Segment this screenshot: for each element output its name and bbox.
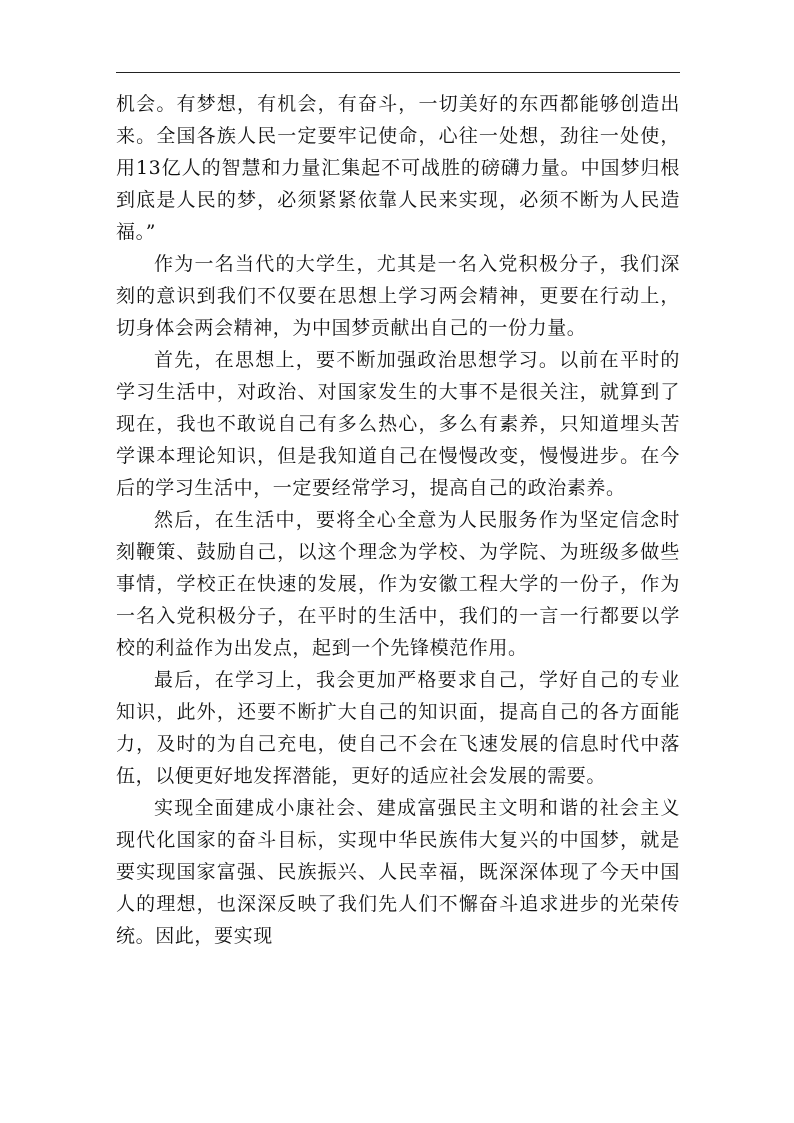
paragraph-finally-study: 最后，在学习上，我会更加严格要求自己，学好自己的专业知识，此外，还要不断扩大自己的知识面，提高自己的各方面能力，及时的为自己充电，使自己不会在飞速发展的信息时代中落伍，以便更好地发挥潜能，更好的适应社会发展的需要。 bbox=[116, 669, 680, 787]
paragraph-first-thought: 首先，在思想上，要不断加强政治思想学习。以前在平时的学习生活中，对政治、对国家发生的大事不是很关注，就算到了现在，我也不敢说自己有多么热心，多么有素养，只知道埋头苦学课本理论知识，但是我知道自己在慢慢改变，慢慢进步。在今后的学习生活中，一定要经常学习，提高自己的政治素养。 bbox=[116, 349, 680, 499]
document-body bbox=[116, 88, 680, 952]
paragraph-continued: 机会。有梦想，有机会，有奋斗，一切美好的东西都能够创造出来。全国各族人民一定要牢记使命，心往一处想，劲往一处使，用13亿人的智慧和力量汇集起不可战胜的磅礴力量。中国梦归根到底是人民的梦，必须紧紧依靠人民来实现，必须不断为人民造福。” bbox=[116, 93, 680, 243]
paragraph-chinese-dream: 实现全面建成小康社会、建成富强民主文明和谐的社会主义现代化国家的奋斗目标，实现中华民族伟大复兴的中国梦，就是要实现国家富强、民族振兴、人民幸福，既深深体现了今天中国人的理想，也深深反映了我们先人们不懈奋斗追求进步的光荣传统。因此，要实现 bbox=[116, 797, 680, 947]
header-rule bbox=[116, 72, 680, 73]
paragraph-then-life: 然后，在生活中，要将全心全意为人民服务作为坚定信念时刻鞭策、鼓励自己，以这个理念为学校、为学院、为班级多做些事情，学校正在快速的发展，作为安徽工程大学的一份子，作为一名入党积极分子，在平时的生活中，我们的一言一行都要以学校的利益作为出发点，起到一个先锋模范作用。 bbox=[116, 509, 680, 659]
paragraph-student-awareness: 作为一名当代的大学生，尤其是一名入党积极分子，我们深刻的意识到我们不仅要在思想上学习两会精神，更要在行动上，切身体会两会精神，为中国梦贡献出自己的一份力量。 bbox=[116, 253, 680, 339]
